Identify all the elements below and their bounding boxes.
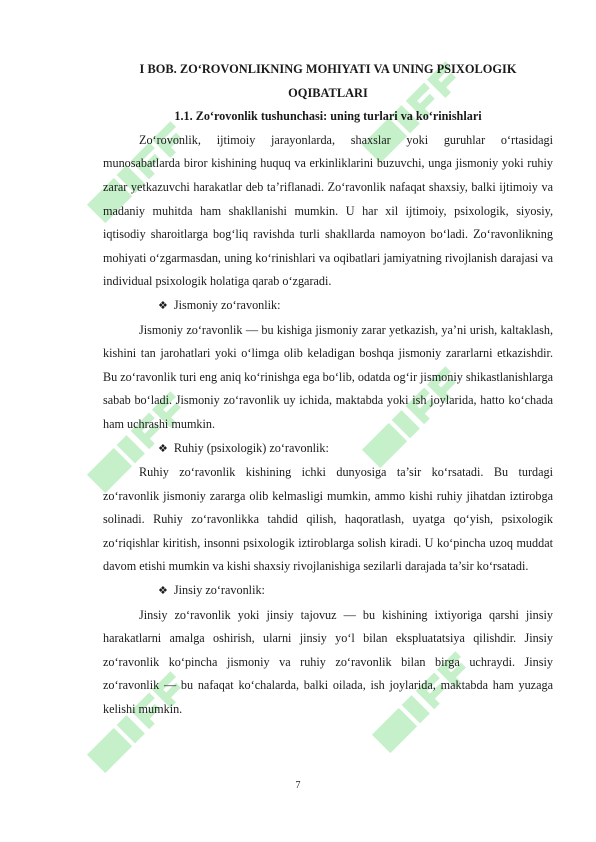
chapter-heading-line1: I BOB. ZO‘ROVONLIKNING MOHIYATI VA UNING PSIXOLOGIK [139, 62, 517, 76]
page-number: 7 [295, 780, 301, 791]
bullet-heading-sexual [103, 579, 553, 604]
sexual-paragraph: Jinsiy zo‘ravonlik yoki jinsiy tajovuz — bu kishining ixtiyoriga qarshi jinsiy harakatlarni amalga oshirish, ularni jinsiy yo‘l bilan ekspluatatsiya qilishdir. Jinsiy zo‘ravonlik ko‘pincha jismoniy va ruhiy zo‘ravonlik bilan birga uchraydi. Jinsiy zo‘ravonlik — bu nafaqat ko‘chalarda, balki oilada, ish joylarida, maktabda ham yuzaga kelishi mumkin. [103, 607, 553, 717]
diamond-bullet-icon: ❖ [158, 442, 168, 455]
bullet-heading-psychological [103, 437, 553, 462]
section-title: 1.1. Zo‘rovonlik tushunchasi: uning turlari va ko‘rinishlari [174, 109, 482, 124]
bullet-heading-label: Jismoniy zo‘ravonlik: [173, 297, 281, 312]
diamond-bullet-icon: ❖ [158, 299, 168, 312]
physical-paragraph: Jismoniy zo‘ravonlik — bu kishiga jismoniy zarar yetkazish, ya’ni urish, kaltaklash, kishini tan jarohatlari yoki o‘limga olib keladigan boshqa jismoniy zararlarni etkazishdir. Bu zo‘ravonlik turi eng aniq ko‘rinishga ega bo‘lib, odatda og‘ir jismoniy shikastlanishlarga sabab bo‘ladi. Jismoniy zo‘ravonlik uy ichida, maktabda yoki ish joylarida, hatto ko‘chada ham uchrashi mumkin. [103, 322, 553, 431]
psychological-paragraph: Ruhiy zo‘ravonlik kishining ichki dunyosiga ta’sir ko‘rsatadi. Bu turdagi zo‘ravonlik jismoniy zararga olib kelmasligi mumkin, ammo kishi ruhiy jihatdan iztirobga solinadi. Ruhiy zo‘ravonlikka tahdid qilish, haqoratlash, uyatga qo‘yish, psixologik zo‘riqishlar kiritish, insonni psixologik iztiroblarga solish kiradi. U ko‘pincha uzoq muddat davom etishi mumkin va kishi shaxsiy rivojlanishiga sezilarli darajada ta’sir ko‘rsatadi. [103, 465, 553, 574]
diamond-bullet-icon: ❖ [158, 585, 168, 598]
chapter-heading-line2: OQIBATLARI [288, 85, 368, 100]
intro-paragraph: Zo‘rovonlik, ijtimoiy jarayonlarda, shaxslar yoki guruhlar o‘rtasidagi munosabatlarda biror kishining huquq va erkinliklarini buzuvchi, unga jismoniy yoki ruhiy zarar yetkazuvchi harakatlar deb ta’riflanadi. Zo‘ravonlik nafaqat shaxsiy, balki ijtimoiy va madaniy muhitda ham shakllanishi mumkin. U har xil ijtimoiy, psixologik, siyosiy, iqtisodiy sharoitlarga bog‘liq ravishda turli shakllarda namoyon bo‘ladi. Zo‘ravonlikning mohiyati o‘zgarmasdan, uning ko‘rinishlari va oqibatlari jamiyatning rivojlanish darajasi va individual psixologik holatiga qarab o‘zgaradi. [103, 132, 553, 289]
bullet-heading-label: Jinsiy zo‘ravonlik: [173, 583, 265, 598]
bullet-heading-physical [103, 294, 553, 319]
page-content [103, 58, 553, 722]
bullet-heading-label: Ruhiy (psixologik) zo‘ravonlik: [173, 440, 329, 455]
